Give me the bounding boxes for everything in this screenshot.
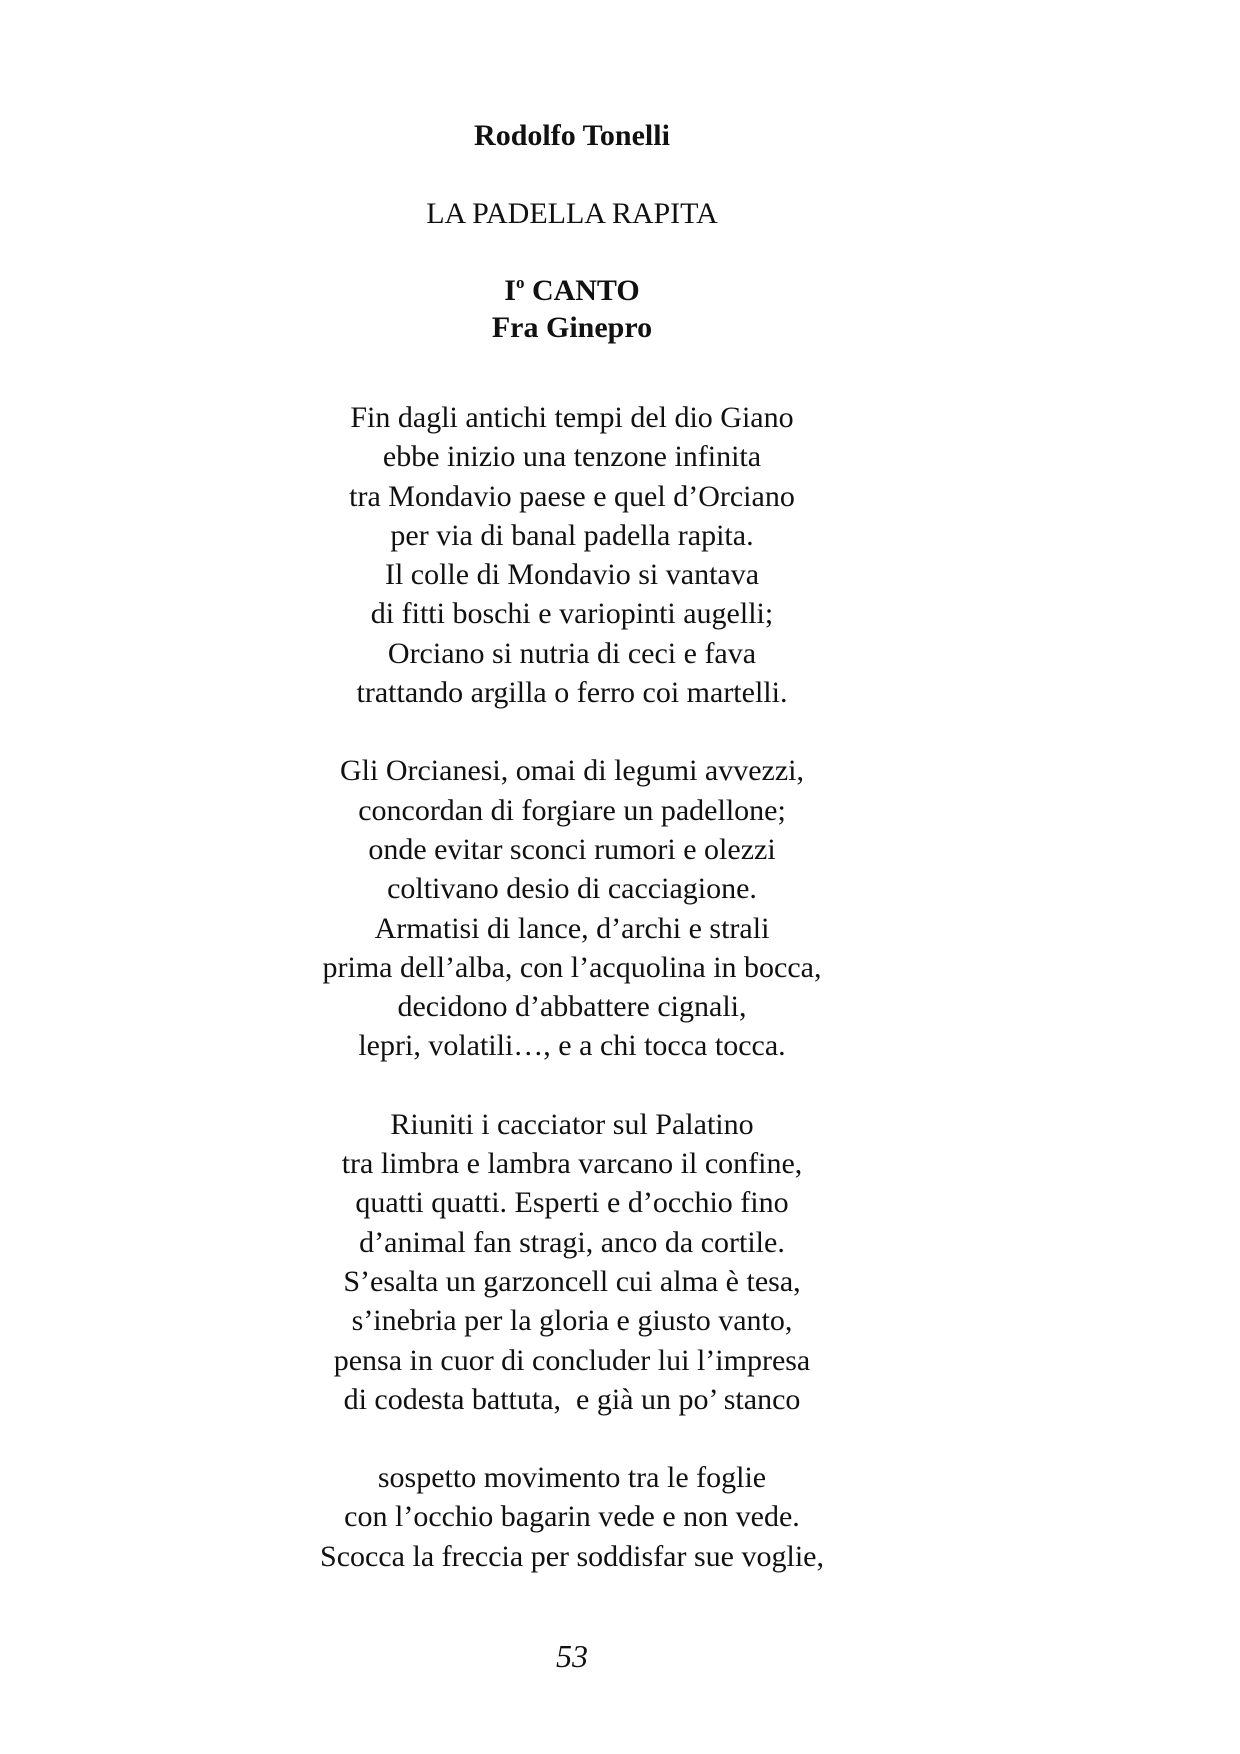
verse-line: Scocca la freccia per soddisfar sue voglie,	[320, 1539, 824, 1573]
verse-line: prima dell’alba, con l’acquolina in bocca,	[322, 950, 822, 984]
stanza	[0, 398, 1144, 712]
verse-line: di fitti boschi e variopinti augelli;	[370, 597, 774, 631]
verse-line: tra Mondavio paese e quel d’Orciano	[349, 479, 795, 513]
verse-line: Fin dagli antichi tempi del dio Giano	[350, 401, 794, 434]
verse-line: sospetto movimento tra le foglie	[377, 1461, 767, 1495]
verse-line: onde evitar sconci rumori e olezzi	[368, 832, 776, 866]
verse-line: lepri, volatili…, e a chi tocca tocca.	[358, 1029, 786, 1063]
verse-line: coltivano desio di cacciagione.	[387, 872, 757, 906]
canto-heading	[0, 272, 1144, 346]
canto-roman-numeral: I	[504, 274, 516, 307]
canto-label: CANTO	[531, 274, 640, 307]
verse-line: trattando argilla o ferro coi martelli.	[356, 676, 788, 710]
author-name: Rodolfo Tonelli	[474, 119, 670, 152]
verse-line: Orciano si nutria di ceci e fava	[387, 636, 757, 670]
stanza	[0, 1458, 1144, 1576]
verse-line: quatti quatti. Esperti e d’occhio fino	[355, 1186, 789, 1220]
canto-number	[0, 272, 1144, 309]
verse-line: decidono d’abbattere cignali,	[397, 990, 747, 1024]
verse-line: concordan di forgiare un padellone;	[358, 793, 786, 827]
verse-line: s’inebria per la gloria e giusto vanto,	[351, 1304, 793, 1338]
verse-line: tra limbra e lambra varcano il confine,	[341, 1147, 803, 1181]
verse-line: di codesta battuta, e già un po’ stanco	[343, 1382, 801, 1416]
verse-line: d’animal fan stragi, anco da cortile.	[359, 1225, 785, 1259]
page-number: 53	[556, 1638, 588, 1674]
verse-line: S’esalta un garzoncell cui alma è tesa,	[343, 1264, 801, 1298]
verse-line: per via di banal padella rapita.	[390, 518, 754, 552]
verse-line: Gli Orcianesi, omai di legumi avvezzi,	[339, 754, 805, 788]
stanza	[0, 1105, 1144, 1419]
verse-line: Riuniti i cacciator sul Palatino	[390, 1107, 754, 1141]
verse-line: Armatisi di lance, d’archi e strali	[374, 911, 770, 945]
work-title: LA PADELLA RAPITA	[426, 197, 718, 230]
verse-line: pensa in cuor di concluder lui l’impresa	[333, 1343, 811, 1377]
verse-line: Il colle di Mondavio si vantava	[384, 558, 760, 592]
stanza	[0, 751, 1144, 1065]
canto-subtitle: Fra Ginepro	[491, 311, 653, 344]
verse-line: con l’occhio bagarin vede e non vede.	[344, 1500, 800, 1534]
verse-line: ebbe inizio una tenzone infinita	[382, 440, 762, 474]
poem-body	[0, 398, 1144, 1615]
canto-ordinal-suffix: o	[515, 273, 525, 292]
